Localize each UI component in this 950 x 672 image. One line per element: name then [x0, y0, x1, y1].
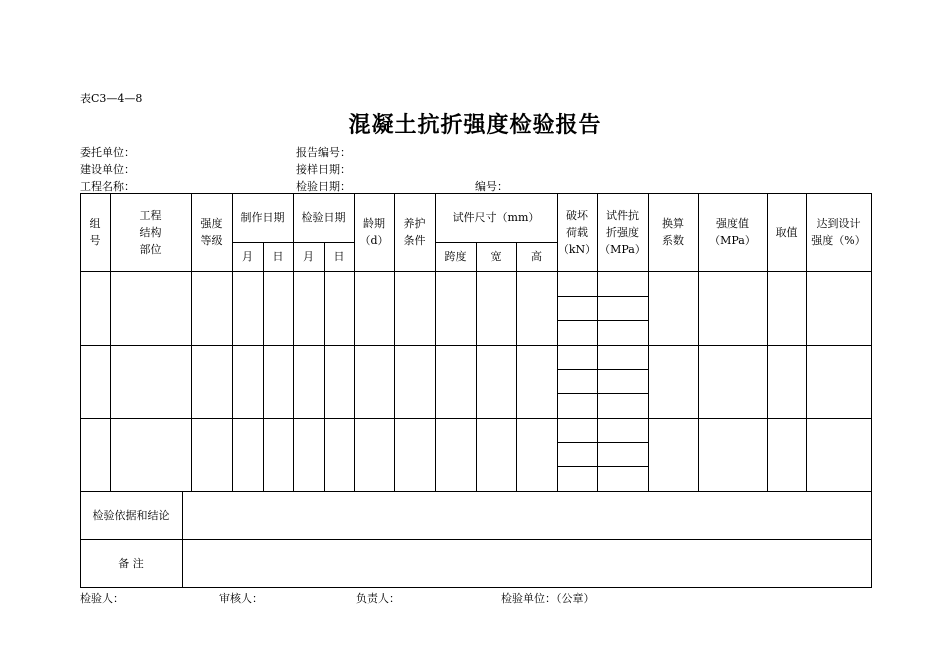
header-make-date: 制作日期: [240, 211, 285, 224]
builder-label: 建设单位：: [80, 163, 135, 176]
sub-row-line: [557, 442, 648, 443]
report-no-label: 报告编号：: [296, 146, 351, 159]
header-test-day: 日: [333, 250, 345, 263]
header-width: 宽: [490, 250, 502, 263]
header-strength-value: 强度值 （MPa）: [709, 217, 756, 247]
header-failure-load: 破坏 荷载 （kN）: [557, 208, 597, 256]
sub-row-line: [557, 466, 648, 467]
header-grade: 强度 等级: [200, 217, 223, 247]
basis-bottom-line: [80, 539, 872, 540]
header-span: 跨度: [444, 250, 467, 263]
header-flexural-strength: 试件抗 折强度 （MPa）: [599, 208, 646, 256]
project-name-label: 工程名称：: [80, 180, 135, 193]
remarks-label: 备 注: [118, 556, 144, 570]
column-line: [516, 242, 517, 491]
header-test-date: 检验日期: [301, 211, 346, 224]
inspector-label: 检验人：: [80, 592, 124, 605]
header-height: 高: [531, 250, 542, 263]
serial-no-label: 编号：: [475, 180, 508, 193]
data-bottom-line: [80, 491, 872, 492]
header-design-ratio: 达到设计 强度（%）: [811, 217, 866, 247]
table-border-right: [871, 193, 872, 588]
table-border-bottom: [80, 587, 872, 588]
column-line: [263, 242, 264, 491]
header-conversion: 换算 系数: [662, 217, 684, 247]
reviewer-label: 审核人：: [219, 592, 263, 605]
label-divider-line: [182, 491, 183, 587]
sample-date-label: 接样日期：: [296, 163, 351, 176]
header-test-month: 月: [303, 250, 314, 263]
sub-row-line: [557, 296, 648, 297]
header-make-day: 日: [272, 250, 284, 263]
unit-label: 检验单位：（公章）: [501, 592, 595, 605]
form-number: 表C3—4—8: [80, 92, 143, 105]
header-age: 龄期 （d）: [359, 217, 389, 247]
sub-row-line: [557, 320, 648, 321]
sub-row-line: [557, 393, 648, 394]
column-line: [476, 242, 477, 491]
header-group: 组 号: [89, 217, 101, 247]
test-date-label: 检验日期：: [296, 180, 351, 193]
sub-row-line: [557, 369, 648, 370]
supervisor-label: 负责人：: [356, 592, 400, 605]
header-structure: 工程 结构 部位: [139, 208, 162, 256]
page-title: 混凝土抗折强度检验报告: [348, 112, 602, 138]
header-take-value: 取值: [775, 225, 798, 239]
header-make-month: 月: [242, 250, 253, 263]
client-label: 委托单位：: [80, 146, 135, 159]
header-curing: 养护 条件: [403, 217, 426, 247]
header-specimen-size: 试件尺寸（mm）: [452, 211, 540, 224]
basis-label: 检验依据和结论: [92, 508, 170, 522]
column-line: [324, 242, 325, 491]
